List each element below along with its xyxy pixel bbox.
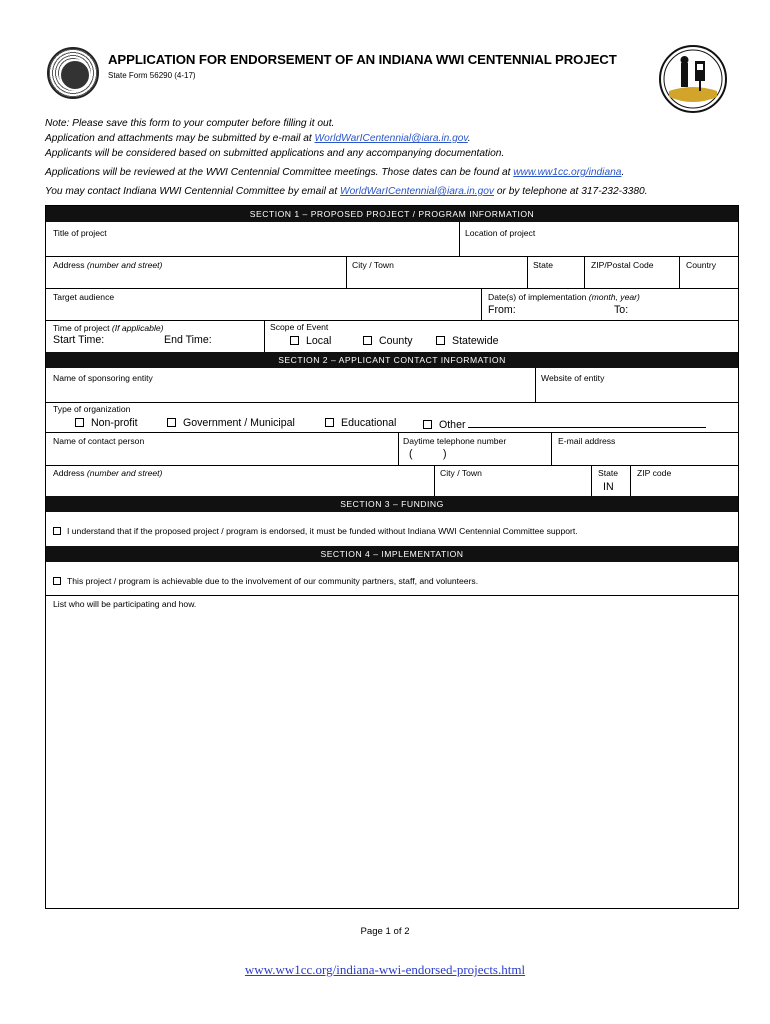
- note-line-5-text: You may contact Indiana WWI Centennial Committee by email at: [45, 186, 341, 197]
- note-line-4: [45, 165, 648, 180]
- contact-address-text: Address: [53, 468, 87, 478]
- org-educational[interactable]: [325, 417, 396, 429]
- section-3-heading: SECTION 3 – FUNDING: [46, 496, 738, 512]
- form-number: State Form 56290 (4-17): [108, 71, 196, 80]
- org-other[interactable]: [423, 417, 706, 431]
- statewide-checkbox[interactable]: [436, 336, 445, 345]
- page-number: Page 1 of 2: [360, 926, 410, 937]
- website-label: Website of entity: [541, 373, 605, 383]
- contact-person-label: Name of contact person: [53, 436, 145, 446]
- daytime-phone-label: Daytime telephone number: [403, 436, 507, 446]
- educational-checkbox[interactable]: [325, 418, 334, 427]
- title-of-project-label: Title of project: [53, 228, 107, 238]
- note-line-2: [45, 131, 648, 146]
- target-audience-label: Target audience: [53, 292, 115, 302]
- statewide-label: Statewide: [452, 335, 499, 347]
- nonprofit-label: Non-profit: [91, 417, 138, 429]
- note-line-4-end: .: [621, 167, 625, 178]
- sponsoring-entity-label: Name of sponsoring entity: [53, 373, 153, 383]
- end-time-label: End Time:: [164, 334, 212, 346]
- note-line-5: [45, 184, 648, 199]
- implementation-text: This project / program is achievable due to the involvement of our community partners, staff, and volunteers.: [67, 576, 479, 586]
- note-line-3: Applicants will be considered based on submitted applications and any accompanying documentation.: [45, 148, 505, 159]
- note-line-4-text: Applications will be reviewed at the WWI Centennial Committee meetings. Those dates can be found at: [45, 167, 514, 178]
- type-of-organization-label: Type of organization: [53, 404, 131, 414]
- address-label-text: Address: [53, 260, 87, 270]
- ww1-centennial-logo: [659, 45, 727, 113]
- scope-statewide[interactable]: [436, 335, 499, 347]
- other-label: Other: [439, 419, 466, 431]
- time-label-text: Time of project: [53, 323, 112, 333]
- contact-address-label: [53, 468, 162, 478]
- footer-url-link[interactable]: www.ww1cc.org/indiana-wwi-endorsed-projects.html: [244, 962, 526, 977]
- phone-area-close: ): [443, 448, 447, 460]
- county-checkbox[interactable]: [363, 336, 372, 345]
- instructions: [45, 116, 648, 199]
- section-2-heading: SECTION 2 – APPLICANT CONTACT INFORMATION: [46, 352, 738, 368]
- contact-state-value: IN: [603, 481, 614, 493]
- contact-state-label: State: [598, 468, 619, 478]
- contact-zip-label: ZIP code: [637, 468, 672, 478]
- address-hint: (number and street): [86, 260, 163, 270]
- note-line-1: Note: Please save this form to your computer before filling it out.: [45, 118, 335, 129]
- state-label: State: [533, 260, 554, 270]
- org-nonprofit[interactable]: [75, 417, 138, 429]
- dates-hint: (month, year): [588, 292, 640, 302]
- country-label: Country: [686, 260, 717, 270]
- local-checkbox[interactable]: [290, 336, 299, 345]
- time-hint: (If applicable): [111, 323, 164, 333]
- org-government[interactable]: [167, 417, 295, 429]
- email-label: E-mail address: [558, 436, 616, 446]
- section-1-heading: SECTION 1 – PROPOSED PROJECT / PROGRAM INFORMATION: [46, 206, 738, 222]
- contact-address-hint: (number and street): [86, 468, 163, 478]
- dates-label: [488, 292, 640, 302]
- educational-label: Educational: [341, 417, 397, 429]
- zip-postal-label: ZIP/Postal Code: [591, 260, 654, 270]
- meetings-link[interactable]: www.ww1cc.org/indiana: [513, 167, 622, 178]
- funding-checkbox[interactable]: [53, 527, 61, 535]
- contact-email-link[interactable]: WorldWarICentennial@iara.in.gov: [340, 186, 494, 197]
- address-label: [53, 260, 162, 270]
- indiana-state-seal: [47, 47, 99, 99]
- scope-of-event-label: Scope of Event: [270, 322, 329, 332]
- city-town-label: City / Town: [352, 260, 394, 270]
- note-line-5-end: or by telephone at 317-232-3380.: [494, 186, 648, 197]
- government-checkbox[interactable]: [167, 418, 176, 427]
- implementation-acknowledgement[interactable]: [53, 576, 478, 586]
- application-form: [45, 205, 739, 909]
- email-link[interactable]: WorldWarICentennial@iara.in.gov: [314, 133, 468, 144]
- funding-text: I understand that if the proposed project / program is endorsed, it must be funded without Indiana WWI Centennial Committee support.: [67, 526, 578, 536]
- government-label: Government / Municipal: [183, 417, 295, 429]
- section-4-heading: SECTION 4 – IMPLEMENTATION: [46, 546, 738, 562]
- participants-label: List who will be participating and how.: [53, 599, 197, 609]
- note-line-2-end: .: [467, 133, 471, 144]
- contact-city-label: City / Town: [440, 468, 482, 478]
- phone-area-open: (: [409, 448, 413, 460]
- start-time-label: Start Time:: [53, 334, 105, 346]
- scope-local[interactable]: [290, 335, 331, 347]
- nonprofit-checkbox[interactable]: [75, 418, 84, 427]
- implementation-checkbox[interactable]: [53, 577, 61, 585]
- other-checkbox[interactable]: [423, 420, 432, 429]
- location-of-project-label: Location of project: [465, 228, 536, 238]
- funding-acknowledgement[interactable]: [53, 526, 578, 536]
- local-label: Local: [306, 335, 332, 347]
- note-line-2-text: Application and attachments may be submitted by e-mail at: [45, 133, 315, 144]
- form-title: APPLICATION FOR ENDORSEMENT OF AN INDIANA WWI CENTENNIAL PROJECT: [108, 52, 617, 67]
- time-of-project-label: [53, 323, 164, 333]
- from-label: From:: [488, 304, 516, 316]
- county-label: County: [379, 335, 413, 347]
- other-input-line[interactable]: [468, 417, 706, 428]
- scope-county[interactable]: [363, 335, 413, 347]
- dates-label-text: Date(s) of implementation: [488, 292, 589, 302]
- to-label: To:: [614, 304, 629, 316]
